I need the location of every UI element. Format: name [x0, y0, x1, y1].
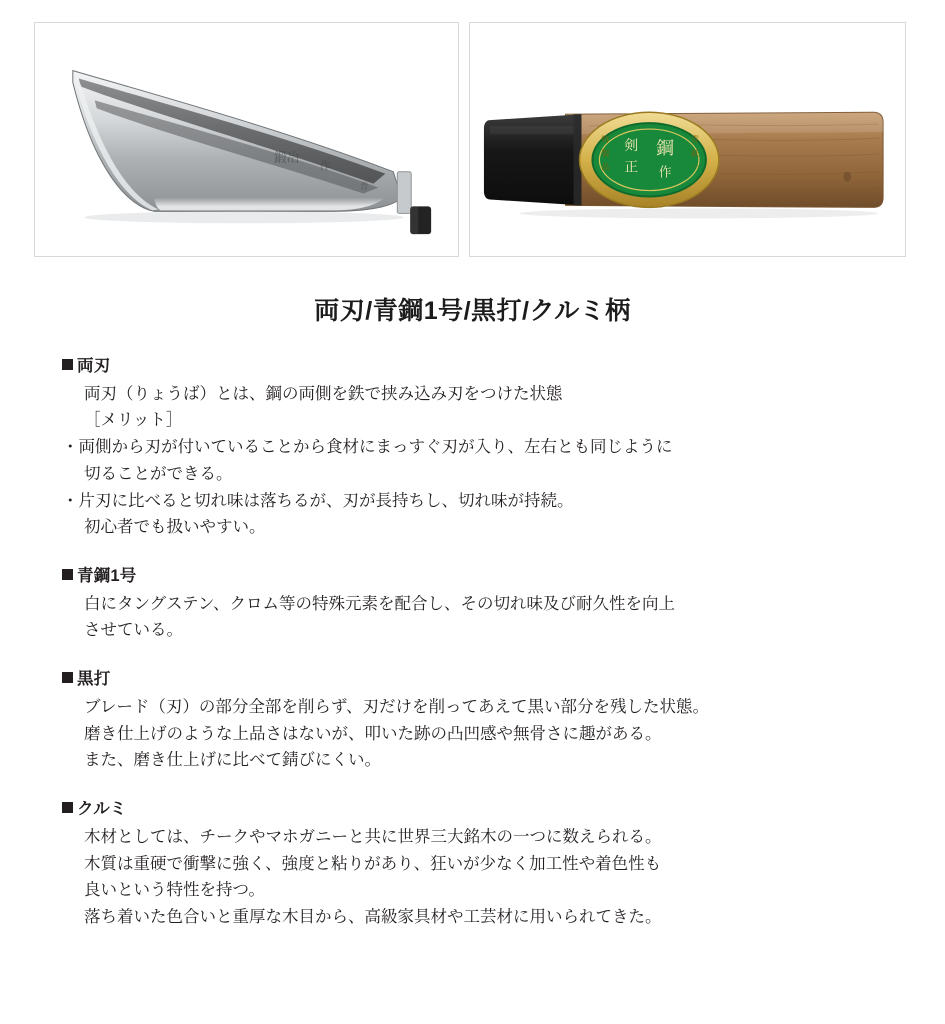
knife-handle-illustration [470, 23, 905, 256]
svg-text:青: 青 [690, 134, 699, 144]
section-ryoba [62, 353, 885, 541]
section-line: 磨き仕上げのような上品さはないが、叩いた跡の凸凹感や無骨さに趣がある。 [84, 724, 662, 743]
section-line: ・両側から刃が付いていることから食材にまっすぐ刃が入り、左右とも同じように [62, 438, 673, 457]
bullet-square-icon [62, 672, 73, 683]
section-heading [62, 796, 885, 823]
svg-text:作: 作 [319, 160, 331, 173]
section-line: 切ることができる。 [84, 464, 233, 483]
svg-text:作: 作 [658, 164, 672, 180]
svg-text:鍛冶: 鍛冶 [273, 149, 300, 165]
section-line: 白にタングステン、クロム等の特殊元素を配合し、その切れ味及び耐久性を向上 [84, 594, 676, 613]
bullet-square-icon [62, 359, 73, 370]
section-line: ・片刃に比べると切れ味は落ちるが、刃が長持ちし、切れ味が持続。 [62, 491, 574, 510]
section-line: 良いという特性を持つ。 [84, 881, 265, 900]
section-line: 落ち着いた色合いと重厚な木目から、高級家具材や工芸材に用いられてきた。 [84, 907, 662, 926]
section-line: させている。 [84, 621, 183, 640]
bullet-square-icon [62, 569, 73, 580]
svg-text:鋼: 鋼 [656, 137, 675, 158]
section-kurumi [62, 796, 885, 931]
knife-blade-photo [34, 22, 459, 257]
bullet-square-icon [62, 802, 73, 813]
section-heading-label: 黒打 [77, 670, 111, 689]
section-heading-label: 両刃 [77, 357, 111, 375]
section-heading [62, 666, 885, 693]
section-line: ［メリット］ [84, 411, 183, 430]
section-line: 木材としては、チークやマホガニーと共に世界三大銘木の一つに数えられる。 [84, 827, 662, 846]
svg-text:剣: 剣 [624, 138, 639, 154]
section-heading-label: 青鋼1号 [77, 567, 137, 586]
section-line: ブレード（刃）の部分全部を削らず、刃だけを削ってあえて黒い部分を残した状態。 [84, 697, 710, 716]
svg-text:製: 製 [601, 148, 610, 158]
section-heading [62, 353, 885, 380]
section-aogami-1 [62, 563, 885, 644]
section-line: また、磨き仕上げに比べて錆びにくい。 [84, 751, 381, 770]
svg-text:紙: 紙 [690, 148, 699, 158]
svg-text:正: 正 [624, 160, 639, 176]
svg-text:品: 品 [601, 162, 610, 172]
knife-handle-photo [469, 22, 906, 257]
section-line: 木質は重硬で衝撃に強く、強度と粘りがあり、狂いが少なく加工性や着色性も [84, 854, 662, 873]
svg-text:特: 特 [601, 134, 610, 144]
knife-blade-illustration [35, 23, 458, 256]
page-title: 両刃/青鋼1号/黒打/クルミ柄 [314, 297, 631, 325]
section-kurouchi [62, 666, 885, 774]
section-line: 両刃（りょうば）とは、鋼の両側を鉄で挟み込み刃をつけた状態 [84, 384, 563, 403]
section-heading-label: クルミ [77, 800, 127, 819]
svg-text:青: 青 [359, 181, 369, 192]
photo-row [0, 0, 945, 257]
svg-text:一: 一 [690, 162, 699, 172]
section-line: 初心者でも扱いやすい。 [84, 518, 266, 537]
section-heading [62, 563, 885, 590]
description-body [0, 327, 945, 931]
